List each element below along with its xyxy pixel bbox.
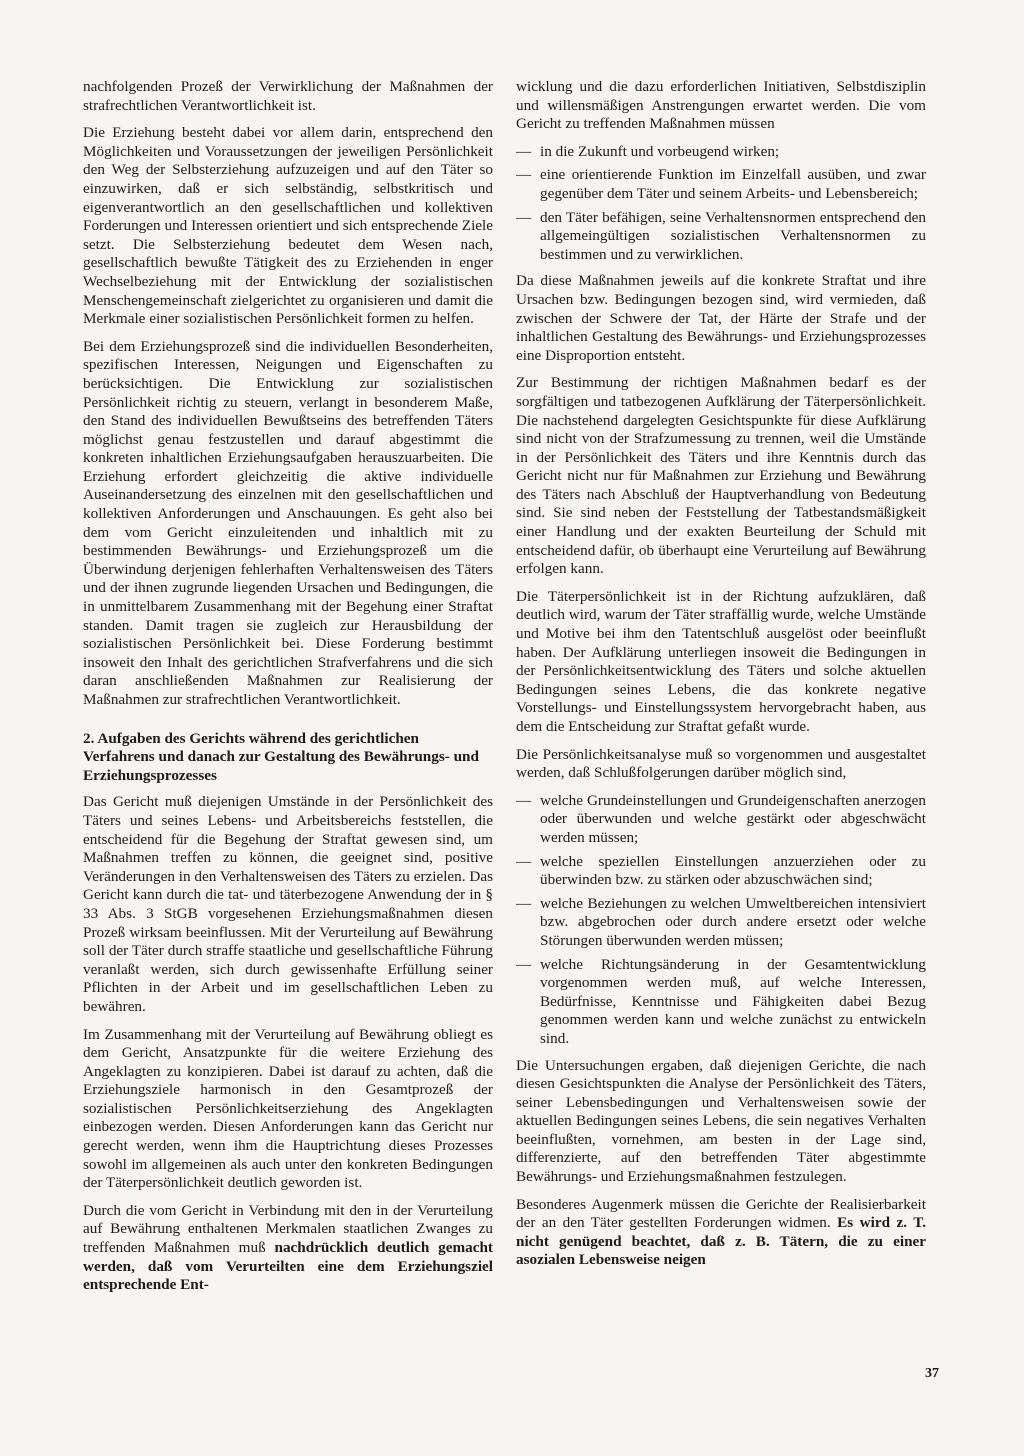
list-item: [516, 792, 926, 848]
dash-bullet: —: [516, 852, 532, 870]
list-item-text: eine orientierende Funktion im Einzelfall ausüben, und zwar gegenüber dem Täter und seinem Arbeits- und Lebensbereich;: [540, 166, 926, 202]
paragraph: nachfolgenden Prozeß der Verwirklichung der Maßnahmen der strafrechtlichen Verantwortlichkeit ist.: [83, 78, 493, 114]
paragraph: Das Gericht muß diejenigen Umstände in der Persönlichkeit des Täters und seines Lebens- und Arbeitsbereichs feststellen, die entscheidend für die Begehung der Straftat gewesen sind, um Maßnahmen treffen zu können, die geeignet sind, positive Veränderungen in den Verhaltensweisen des Täters zu erzielen. Das Gericht kann durch die tat- und täterbezogene Anwendung der in § 33 Abs. 3 StGB vorgesehenen Erziehungsmaßnahmen diesen Prozeß wirksam beeinflussen. Mit der Verurteilung auf Bewährung soll der Täter durch straffe staatliche und gesellschaftliche Führung veranlaßt werden, sich durch gewissenhafte Erfüllung seiner Pflichten in der Arbeit und im gesellschaftlichen Leben zu bewähren.: [83, 793, 493, 1015]
list-item: [516, 956, 926, 1049]
paragraph: Die Täterpersönlichkeit ist in der Richtung aufzuklären, daß deutlich wird, warum der Täter straffällig wurde, welche Umstände und Motive bei ihm den Tatentschluß ausgelöst oder beeinflußt haben. Der Aufklärung unterliegen insoweit die Bedingungen in der Persönlichkeitsentwicklung des Täters und solche aktuellen Bedingungen seines Lebens, die das konkrete negative Vorstellungs- und Einstellungssystem hervorgebracht haben, aus dem die Entscheidung zur Straftat gefaßt wurde.: [516, 587, 926, 735]
measures-list: [516, 143, 926, 265]
page-number: 37: [925, 1366, 939, 1381]
paragraph: Zur Bestimmung der richtigen Maßnahmen bedarf es der sorgfältigen und tatbezogenen Aufklärung der Täterpersönlichkeit. Die nachstehend dargelegten Gesichtspunkte für diese Aufklärung sind nicht von der Strafzumessung zu trennen, weil die Umstände in der Persönlichkeit des Täters und ihre Kenntnis durch das Gericht nicht nur für Maßnahmen zur Erziehung und Bewährung des Täters nach Abschluß der Hauptverhandlung von Bedeutung sind. Sie sind neben der Feststellung der Tatbestandsmäßigkeit einer Handlung und der exakten Beurteilung der Schuld mit entscheidend dafür, ob überhaupt eine Verurteilung auf Bewährung erfolgen kann.: [516, 374, 926, 578]
paragraph: [516, 1196, 926, 1270]
dash-bullet: —: [516, 166, 532, 184]
paragraph: Die Untersuchungen ergaben, daß diejenigen Gerichte, die nach diesen Gesichtspunkten die Analyse der Persönlichkeit des Täters, seiner Lebensbedingungen und Verhaltensweisen sowie der aktuellen Bedingungen seines Lebens, die sein negatives Verhalten beeinflußten, vornehmen, am besten in der Lage sind, differenzierte, auf den betreffenden Täter abgestimmte Bewährungs- und Erziehungsmaßnahmen festzulegen.: [516, 1056, 926, 1186]
list-item-text: welche Beziehungen zu welchen Umweltbereichen intensiviert bzw. abgebrochen oder durch andere ersetzt oder welche Störungen überwunden werden müssen;: [540, 894, 926, 949]
list-item-text: welche Richtungsänderung in der Gesamtentwicklung vorgenommen werden muß, auf welche Interessen, Bedürfnisse, Kenntnisse und Fähigkeiten dabei Bezug genommen werden kann und welche zunächst zu entwickeln sind.: [540, 955, 926, 1047]
list-item: [516, 166, 926, 203]
paragraph: Die Persönlichkeitsanalyse muß so vorgenommen und ausgestaltet werden, daß Schlußfolgerungen darüber möglich sind,: [516, 745, 926, 782]
emphasized-text: Es wird z. T. nicht genügend beachtet, daß z. B. Tätern, die zu einer asozialen Lebensweise neigen: [516, 1214, 927, 1269]
dash-bullet: —: [516, 791, 532, 809]
paragraph-text: Durch die vom Gericht in Verbindung mit den in der Verurteilung auf Bewährung enthaltenen Merkmalen staatlichen Zwanges zu treffenden Maßnahmen muß: [83, 1201, 493, 1257]
list-item: [516, 853, 926, 890]
analysis-list: [516, 792, 926, 1049]
list-item-text: in die Zukunft und vorbeugend wirken;: [540, 142, 780, 160]
dash-bullet: —: [516, 894, 532, 912]
right-column: [516, 78, 926, 1279]
paragraph: Die Erziehung besteht dabei vor allem darin, entsprechend den Möglichkeiten und Voraussetzungen der jeweiligen Persönlichkeit den Weg der Selbsterziehung aufzuzeigen und auf den Täter so einzuwirken, daß er sich selbständig, selbstkritisch und eigenverantwortlich an den gesellschaftlichen und kollektiven Forderungen und Interessen orientiert und sich entsprechende Ziele setzt. Die Selbsterziehung bedeutet dem Wesen nach, gesellschaftlich bewußte Tätigkeit des zu Erziehenden in enger Wechselbeziehung mit der Entwicklung der sozialistischen Menschengemeinschaft zielgerichtet zu organisieren und damit die Merkmale einer sozialistischen Persönlichkeit formen zu helfen.: [83, 124, 493, 328]
list-item: [516, 895, 926, 951]
left-column: [83, 78, 493, 1304]
dash-bullet: —: [516, 142, 532, 160]
emphasized-text: nachdrücklich deutlich gemacht werden, daß vom Verurteilten eine dem Erziehungsziel entsprechende Ent-: [83, 1239, 493, 1294]
paragraph: [83, 1202, 493, 1295]
dash-bullet: —: [516, 955, 532, 973]
section-heading: 2. Aufgaben des Gerichts während des gerichtlichen Verfahrens und danach zur Gestaltung des Bewährungs- und Erziehungsprozesses: [83, 729, 479, 784]
list-item: [516, 209, 926, 265]
paragraph: wicklung und die dazu erforderlichen Initiativen, Selbstdisziplin und willensmäßigen Anstrengungen erwartet werden. Die vom Gericht zu treffenden Maßnahmen müssen: [516, 78, 926, 133]
list-item-text: den Täter befähigen, seine Verhaltensnormen entsprechend den allgemeingültigen sozialistischen Verhaltensnormen zu bestimmen und zu verwirklichen.: [540, 208, 926, 263]
paragraph: Bei dem Erziehungsprozeß sind die individuellen Besonderheiten, spezifischen Interessen, Neigungen und Eigenschaften zu berücksichtigen. Die Entwicklung zur sozialistischen Persönlichkeit richtig zu steuern, verlangt in besonderem Maße, den Stand des individuellen Bewußtseins des betreffenden Täters möglichst genau festzustellen und darauf abgestimmt die konkreten inhaltlichen Erziehungsaufgaben herauszuarbeiten. Die Erziehung erfordert gleichzeitig die aktive individuelle Auseinandersetzung des einzelnen mit den gesellschaftlichen und kollektiven Anforderungen und Anschauungen. Es geht also bei dem vom Gericht einzuleitenden und inhaltlich mit zu bestimmenden Bewährungs- und Erziehungsprozeß um die Überwindung derjenigen fehlerhaften Verhaltensweisen des Täters und der ihnen zugrunde liegenden Ursachen und Bedingungen, die in unmittelbarem Zusammenhang mit der Begehung einer Straftat standen. Damit tragen sie zugleich zur Herausbildung der sozialistischen Persönlichkeit bei. Diese Forderung bestimmt insoweit den Inhalt des gerichtlichen Strafverfahrens und die sich daran anschließenden Maßnahmen zur Realisierung der Maßnahmen zur strafrechtlichen Verantwortlichkeit.: [83, 337, 493, 708]
paragraph: Im Zusammenhang mit der Verurteilung auf Bewährung obliegt es dem Gericht, Ansatzpunkte für die weitere Erziehung des Angeklagten zu konzipieren. Dabei ist darauf zu achten, daß die Erziehungsziele harmonisch in den Gesamtprozeß der sozialistischen Persönlichkeitserziehung des Angeklagten einbezogen werden. Diesen Anforderungen kann das Gericht nur gerecht werden, wenn ihm die Hauptrichtung dieses Prozesses sowohl im allgemeinen als auch unter den konkreten Bedingungen der Täterpersönlichkeit deutlich geworden ist.: [83, 1025, 493, 1192]
paragraph-text: Besonderes Augenmerk müssen die Gerichte der Realisierbarkeit der an den Täter gestellten Forderungen widmen.: [516, 1195, 926, 1232]
list-item-text: welche speziellen Einstellungen anzuerziehen oder zu überwinden bzw. zu stärken oder abzuschwächen sind;: [540, 852, 926, 889]
list-item-text: welche Grundeinstellungen und Grundeigenschaften anerzogen oder überwunden und welche gestärkt oder abgeschwächt werden müssen;: [540, 791, 926, 846]
paragraph: Da diese Maßnahmen jeweils auf die konkrete Straftat und ihre Ursachen bzw. Bedingungen bezogen sind, wird vermieden, daß zwischen der Schwere der Tat, der Härte der Strafe und der inhaltlichen Gestaltung des Bewährungs- und Erziehungsprozesses eine Disproportion entsteht.: [516, 272, 926, 364]
dash-bullet: —: [516, 208, 532, 226]
list-item: [516, 143, 926, 162]
